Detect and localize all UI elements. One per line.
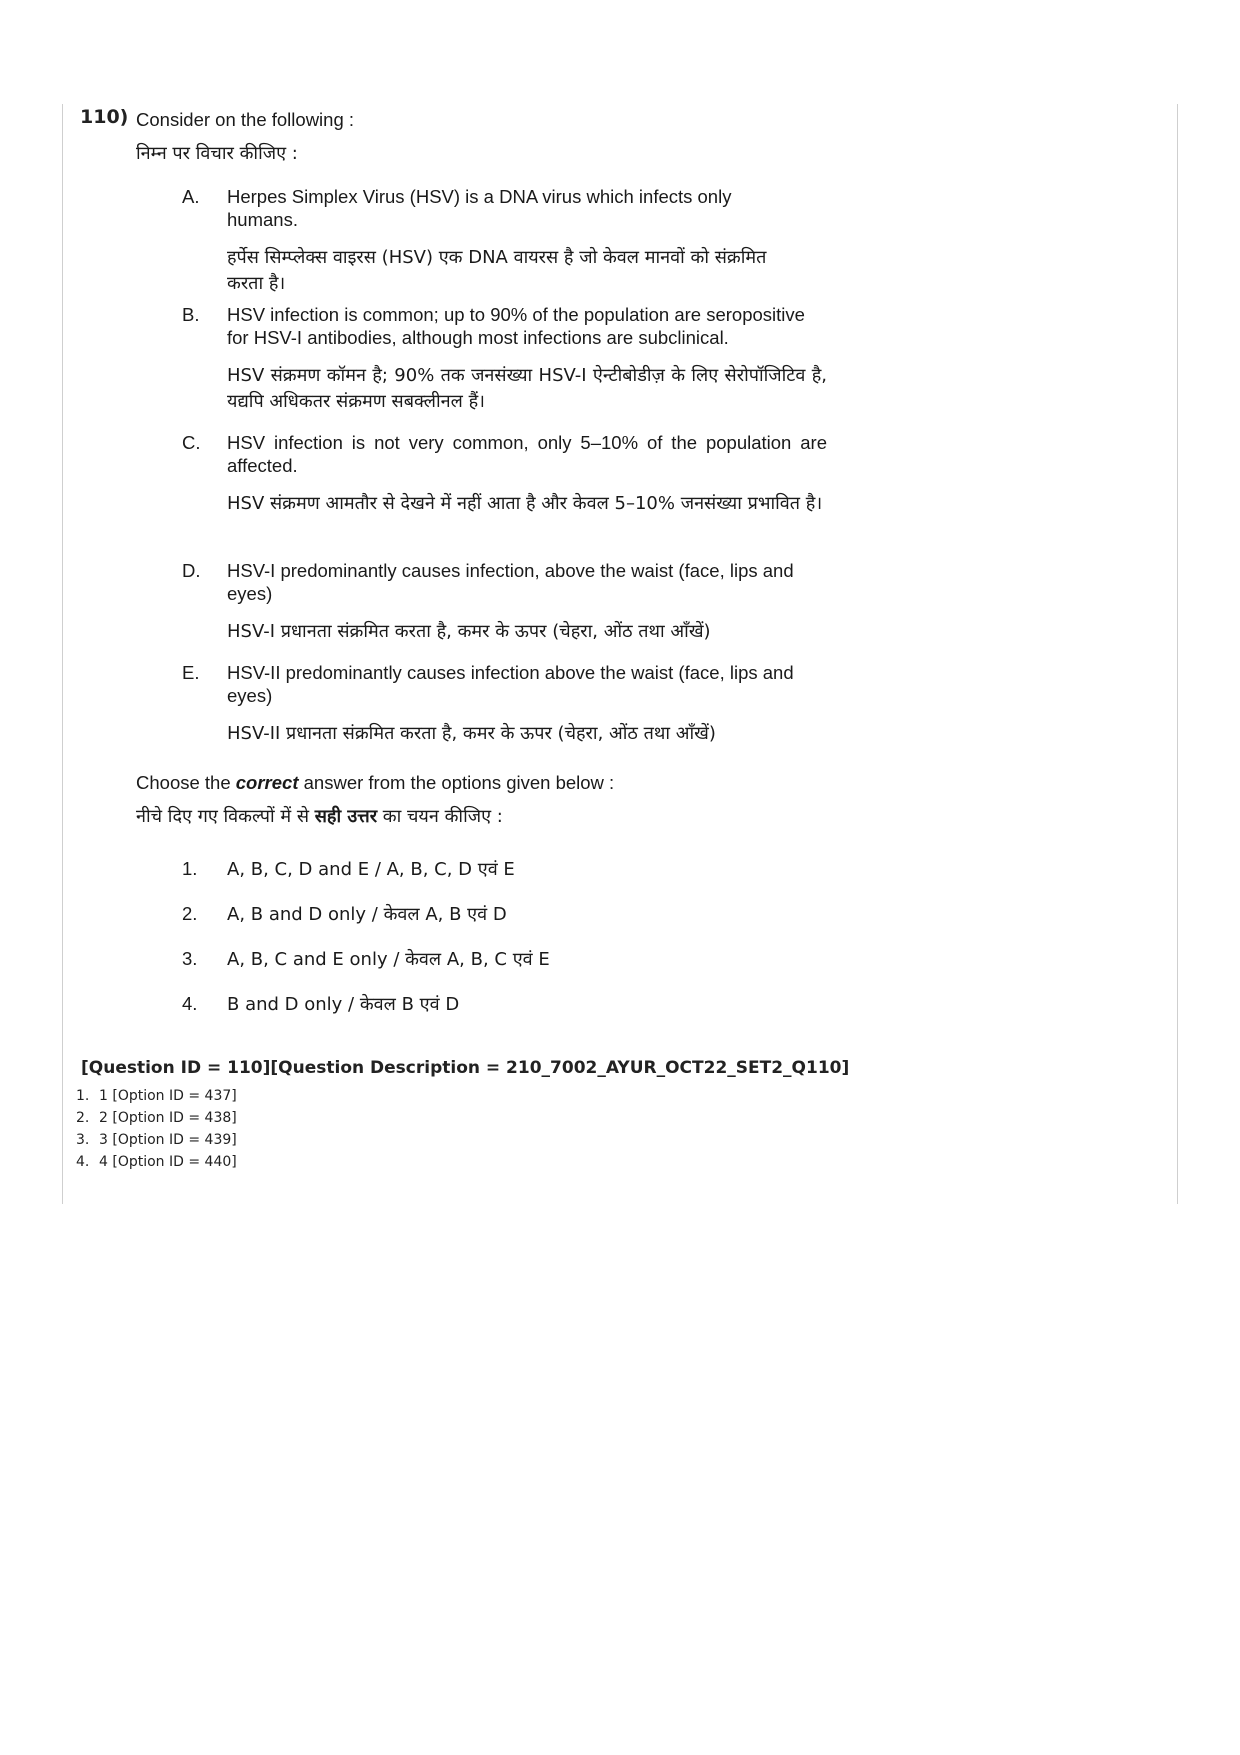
option-id-row: 3. 3 [Option ID = 439] xyxy=(76,1132,237,1148)
statement-english: HSV infection is not very common, only 5–10% of the population are affected. xyxy=(227,432,827,476)
statement-d xyxy=(182,559,836,661)
question-meta: [Question ID = 110][Question Description = 210_7002_AYUR_OCT22_SET2_Q110] xyxy=(81,1058,850,1078)
option-label: 2. xyxy=(182,902,198,924)
question-image xyxy=(136,108,836,1026)
statement-hindi: HSV संक्रमण आमतौर से देखने में नहीं आता है और केवल 5–10% जनसंख्या प्रभावित है। xyxy=(227,493,823,514)
answer-option-1 xyxy=(182,846,836,891)
statement-label: D. xyxy=(182,560,201,581)
statement-english: HSV-II predominantly causes infection above the waist (face, lips and eyes) xyxy=(227,662,794,706)
statement-english: HSV-I predominantly causes infection, above the waist (face, lips and eyes) xyxy=(227,560,794,604)
statement-a xyxy=(182,185,836,303)
intro-hindi: निम्न पर विचार कीजिए : xyxy=(136,143,298,164)
answer-option-3 xyxy=(182,936,836,981)
page-frame-left-border xyxy=(62,104,63,1204)
option-label: 1. xyxy=(182,857,198,879)
option-id-row: 1. 1 [Option ID = 437] xyxy=(76,1088,237,1104)
choose-instruction-hindi: नीचे दिए गए विकल्पों में से सही उत्तर का चयन कीजिए : xyxy=(136,806,503,827)
option-text: A, B and D only / केवल A, B एवं D xyxy=(227,903,507,925)
intro-english: Consider on the following : xyxy=(136,109,355,130)
answer-option-2 xyxy=(182,891,836,936)
statement-b xyxy=(182,303,836,431)
statement-label: E. xyxy=(182,662,200,683)
page-frame-right-border xyxy=(1177,104,1178,1204)
statement-hindi: HSV संक्रमण कॉमन है; 90% तक जनसंख्या HSV-I ऐन्टीबोडीज़ के लिए सेरोपॉजिटिव है, यद्यपि अधिकतर संक्रमण सबक्लीनल हैं। xyxy=(227,365,827,412)
option-label: 4. xyxy=(182,992,198,1014)
choose-instruction-english: Choose the correct answer from the options given below : xyxy=(136,772,615,793)
statement-c xyxy=(182,431,836,559)
statement-hindi: HSV-I प्रधानता संक्रमित करता है, कमर के ऊपर (चेहरा, ओंठ तथा आँखें) xyxy=(227,621,711,642)
statement-label: B. xyxy=(182,304,200,325)
option-label: 3. xyxy=(182,947,198,969)
statement-english: HSV infection is common; up to 90% of the population are seropositive for HSV-I antibodies, although most infections are subclinical. xyxy=(227,304,805,348)
option-id-row: 4. 4 [Option ID = 440] xyxy=(76,1154,237,1170)
statement-label: A. xyxy=(182,186,200,207)
statement-label: C. xyxy=(182,432,201,453)
option-text: A, B, C and E only / केवल A, B, C एवं E xyxy=(227,948,550,970)
statement-english: Herpes Simplex Virus (HSV) is a DNA virus which infects only humans. xyxy=(227,186,732,230)
option-text: B and D only / केवल B एवं D xyxy=(227,993,460,1015)
statement-hindi: HSV-II प्रधानता संक्रमित करता है, कमर के ऊपर (चेहरा, ओंठ तथा आँखें) xyxy=(227,723,716,744)
statement-e xyxy=(182,661,836,759)
question-number: 110) xyxy=(80,106,129,128)
option-text: A, B, C, D and E / A, B, C, D एवं E xyxy=(227,858,515,880)
statement-hindi: हर्पेस सिम्प्लेक्स वाइरस (HSV) एक DNA वायरस है जो केवल मानवों को संक्रमित करता है। xyxy=(227,247,767,294)
option-id-list xyxy=(76,1085,237,1173)
answer-option-4 xyxy=(182,981,836,1026)
option-id-row: 2. 2 [Option ID = 438] xyxy=(76,1110,237,1126)
